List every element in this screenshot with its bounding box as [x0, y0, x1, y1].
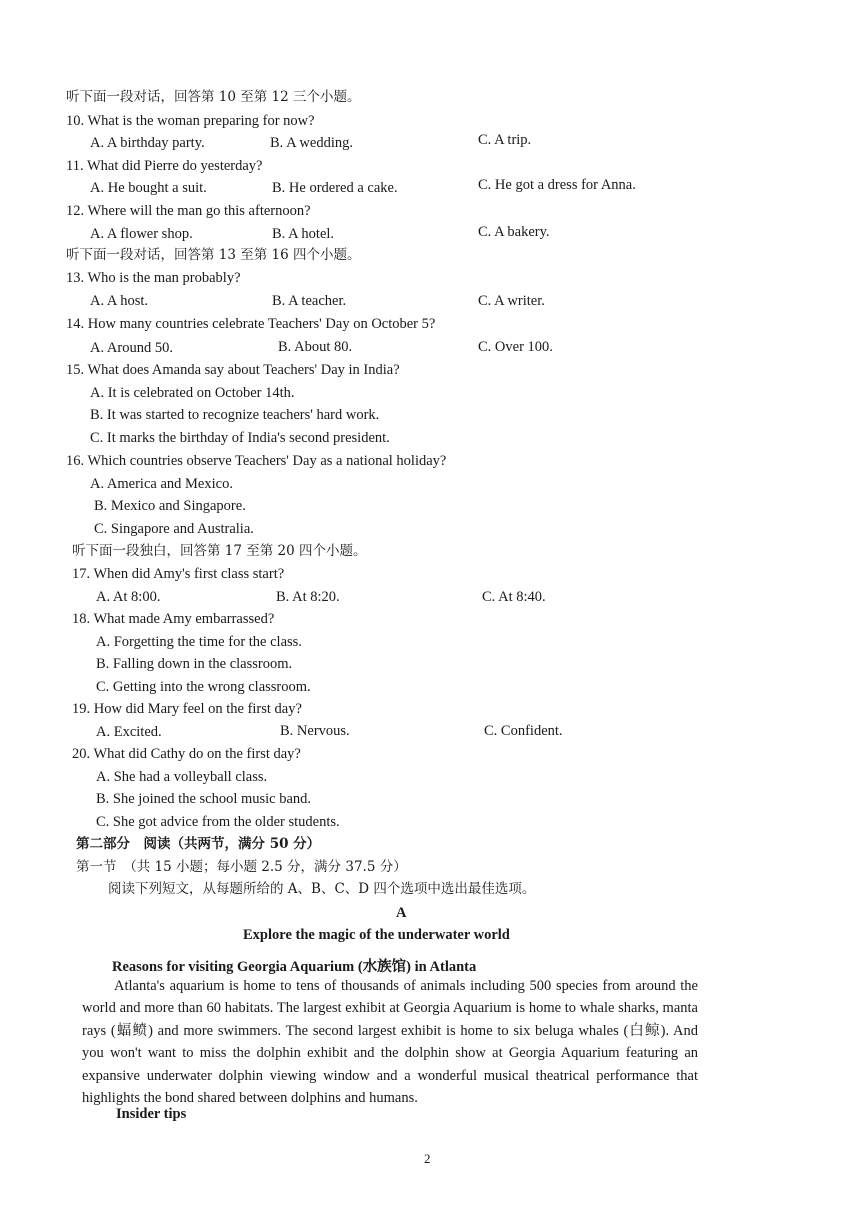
q13-option-a: A. A host.: [90, 293, 149, 309]
passage-subheading: Reasons for visiting Georgia Aquarium (水族馆) in Atlanta: [112, 959, 477, 975]
question-15: 15. What does Amanda say about Teachers' Day in India?: [66, 362, 400, 378]
q16-option-c: C. Singapore and Australia.: [94, 521, 254, 537]
q12-option-b: B. A hotel.: [272, 226, 335, 242]
q18-option-b: B. Falling down in the classroom.: [96, 656, 293, 672]
q10-option-b: B. A wedding.: [270, 135, 353, 151]
q11-option-c: C. He got a dress for Anna.: [478, 177, 636, 193]
q13-option-c: C. A writer.: [478, 293, 545, 309]
q17-option-a: A. At 8:00.: [96, 589, 161, 605]
q14-option-c: C. Over 100.: [478, 339, 553, 355]
q15-option-b: B. It was started to recognize teachers' hard work.: [90, 407, 380, 423]
section-intro-17-20: 听下面一段独白，回答第 17 至第 20 四个小题。: [72, 543, 367, 559]
insider-tips-heading: Insider tips: [116, 1106, 187, 1122]
reading-section-title: 第一节 （共 15 小题；每小题 2.5 分，满分 37.5 分）: [76, 859, 407, 875]
page-number: 2: [424, 1151, 431, 1166]
q10-option-a: A. A birthday party.: [90, 135, 205, 151]
passage-paragraph: Atlanta's aquarium is home to tens of thousands of animals including 500 species from around the world and more than 60 habitats. The largest exhibit at Georgia Aquarium is home to whale sharks, manta rays (蝠鲼) and more swimmers. The second largest exhibit is home to six beluga whales (白鲸). And you won't want to miss the dolphin exhibit and the dolphin show at Georgia Aquarium featuring an expansive underwater dolphin viewing window and a wonderful musical theatrical performance that highlights the bond shared between dolphins and humans.: [82, 978, 698, 1107]
q11-option-a: A. He bought a suit.: [90, 180, 207, 196]
question-14: 14. How many countries celebrate Teachers' Day on October 5?: [66, 316, 436, 332]
q20-option-c: C. She got advice from the older students.: [96, 814, 340, 830]
q10-option-c: C. A trip.: [478, 132, 532, 148]
q12-option-c: C. A bakery.: [478, 224, 550, 240]
passage-title: Explore the magic of the underwater world: [243, 927, 510, 943]
question-13: 13. Who is the man probably?: [66, 270, 241, 286]
q20-option-b: B. She joined the school music band.: [96, 791, 312, 807]
q18-option-c: C. Getting into the wrong classroom.: [96, 679, 311, 695]
q19-option-b: B. Nervous.: [280, 723, 350, 739]
q13-option-b: B. A teacher.: [272, 293, 347, 309]
q19-option-c: C. Confident.: [484, 723, 563, 739]
section-intro-10-12: 听下面一段对话，回答第 10 至第 12 三个小题。: [66, 89, 361, 105]
q17-option-c: C. At 8:40.: [482, 589, 546, 605]
q12-option-a: A. A flower shop.: [90, 226, 193, 242]
question-16: 16. Which countries observe Teachers' Day as a national holiday?: [66, 453, 447, 469]
q11-option-b: B. He ordered a cake.: [272, 180, 398, 196]
q19-option-a: A. Excited.: [96, 724, 162, 740]
question-18: 18. What made Amy embarrassed?: [72, 611, 275, 627]
q16-option-b: B. Mexico and Singapore.: [94, 498, 246, 514]
question-20: 20. What did Cathy do on the first day?: [72, 746, 301, 762]
question-19: 19. How did Mary feel on the first day?: [72, 701, 302, 717]
q15-option-c: C. It marks the birthday of India's second president.: [90, 430, 390, 446]
reading-part-title: 第二部分 阅读（共两节，满分 50 分）: [76, 836, 321, 852]
q16-option-a: A. America and Mexico.: [90, 476, 233, 492]
question-11: 11. What did Pierre do yesterday?: [66, 158, 263, 174]
q18-option-a: A. Forgetting the time for the class.: [96, 634, 302, 650]
q17-option-b: B. At 8:20.: [276, 589, 340, 605]
passage-letter: A: [396, 905, 407, 921]
q14-option-b: B. About 80.: [278, 339, 353, 355]
question-17: 17. When did Amy's first class start?: [72, 566, 285, 582]
reading-instruction: 阅读下列短文，从每题所给的 A、B、C、D 四个选项中选出最佳选项。: [108, 881, 536, 897]
q20-option-a: A. She had a volleyball class.: [96, 769, 268, 785]
section-intro-13-16: 听下面一段对话，回答第 13 至第 16 四个小题。: [66, 247, 361, 263]
question-12: 12. Where will the man go this afternoon?: [66, 203, 311, 219]
q15-option-a: A. It is celebrated on October 14th.: [90, 385, 295, 401]
q14-option-a: A. Around 50.: [90, 340, 173, 356]
question-10: 10. What is the woman preparing for now?: [66, 113, 315, 129]
